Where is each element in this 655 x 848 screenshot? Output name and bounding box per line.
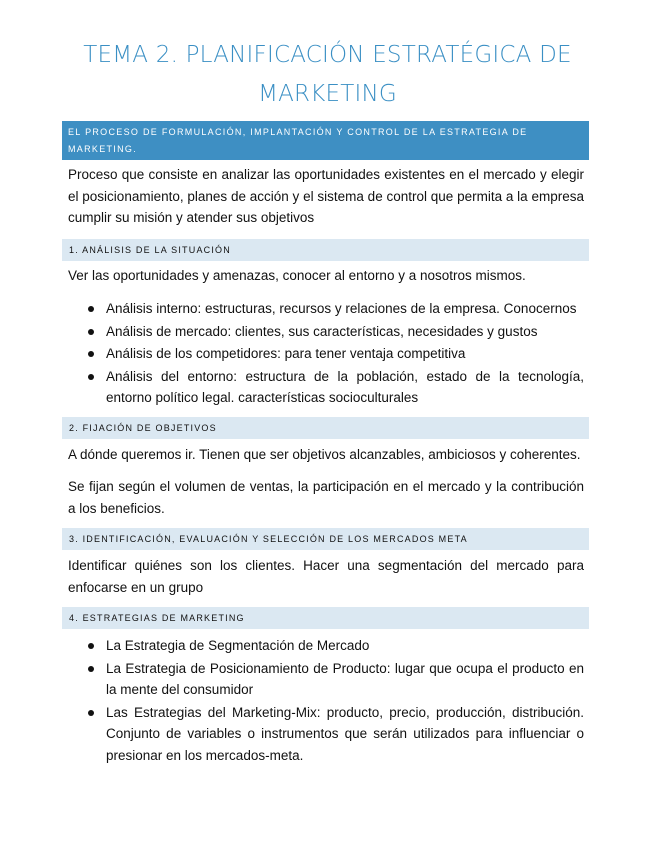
section-2-text-2: Se fijan según el volumen de ventas, la participación en el mercado y la contribución a los beneficios.: [68, 479, 584, 516]
section-4-list: [88, 635, 584, 767]
page-title-line-2: MARKETING: [258, 81, 397, 107]
section-banner-line-2: MARKETING.: [68, 144, 138, 154]
bullet-icon: [88, 351, 94, 357]
section-banner: [62, 121, 589, 160]
section-3-heading: 3. IDENTIFICACIÓN, EVALUACIÓN Y SELECCIÓN DE LOS MERCADOS META: [62, 528, 589, 550]
bullet-icon: [88, 329, 94, 335]
list-item-text: Análisis de mercado: clientes, sus características, necesidades y gustos: [106, 323, 538, 339]
section-1-list: [88, 298, 584, 410]
page-title: [0, 36, 655, 114]
intro-paragraph: Proceso que consiste en analizar las oportunidades existentes en el mercado y elegir el posicionamiento, planes de acción y el sistema de control que permita a la empresa cumplir su misión y atender sus objetivos: [68, 167, 584, 225]
list-item: [88, 298, 584, 320]
section-2-heading: 2. FIJACIÓN DE OBJETIVOS: [62, 417, 589, 439]
bullet-icon: [88, 710, 94, 716]
list-item: [88, 635, 584, 657]
list-item-text: Análisis del entorno: estructura de la población, estado de la tecnología, entorno político legal. características socioculturales: [106, 368, 584, 405]
list-item-text: Las Estrategias del Marketing-Mix: producto, precio, producción, distribución. Conjunto de variables o instrumentos que serán utilizados para influenciar o presionar en los mercados-meta.: [106, 704, 584, 763]
bullet-icon: [88, 666, 94, 672]
section-2-text-1: A dónde queremos ir. Tienen que ser objetivos alcanzables, ambiciosos y coherentes.: [68, 447, 581, 462]
bullet-icon: [88, 306, 94, 312]
bullet-icon: [88, 643, 94, 649]
list-item-text: La Estrategia de Segmentación de Mercado: [106, 638, 370, 653]
section-banner-line-1: EL PROCESO DE FORMULACIÓN, IMPLANTACIÓN Y CONTROL DE LA ESTRATEGIA DE: [68, 127, 528, 137]
page-title-line-1: TEMA 2. PLANIFICACIÓN ESTRATÉGICA DE: [83, 42, 572, 68]
list-item-text: Análisis interno: estructuras, recursos y relaciones de la empresa. Conocernos: [106, 301, 577, 316]
section-1-heading: 1. ANÁLISIS DE LA SITUACIÓN: [62, 239, 589, 261]
section-3-text: Identificar quiénes son los clientes. Hacer una segmentación del mercado para enfocarse en un grupo: [68, 558, 584, 595]
list-item: [88, 702, 584, 767]
list-item: [88, 343, 584, 365]
list-item: [88, 366, 584, 409]
section-4-heading: 4. ESTRATEGIAS DE MARKETING: [62, 607, 589, 629]
list-item-text: Análisis de los competidores: para tener ventaja competitiva: [106, 346, 466, 361]
list-item-text: La Estrategia de Posicionamiento de Producto: lugar que ocupa el producto en la mente del consumidor: [106, 660, 584, 697]
list-item: [88, 658, 584, 701]
list-item: [88, 321, 584, 343]
section-1-text: Ver las oportunidades y amenazas, conocer al entorno y a nosotros mismos.: [68, 268, 526, 283]
bullet-icon: [88, 374, 94, 380]
